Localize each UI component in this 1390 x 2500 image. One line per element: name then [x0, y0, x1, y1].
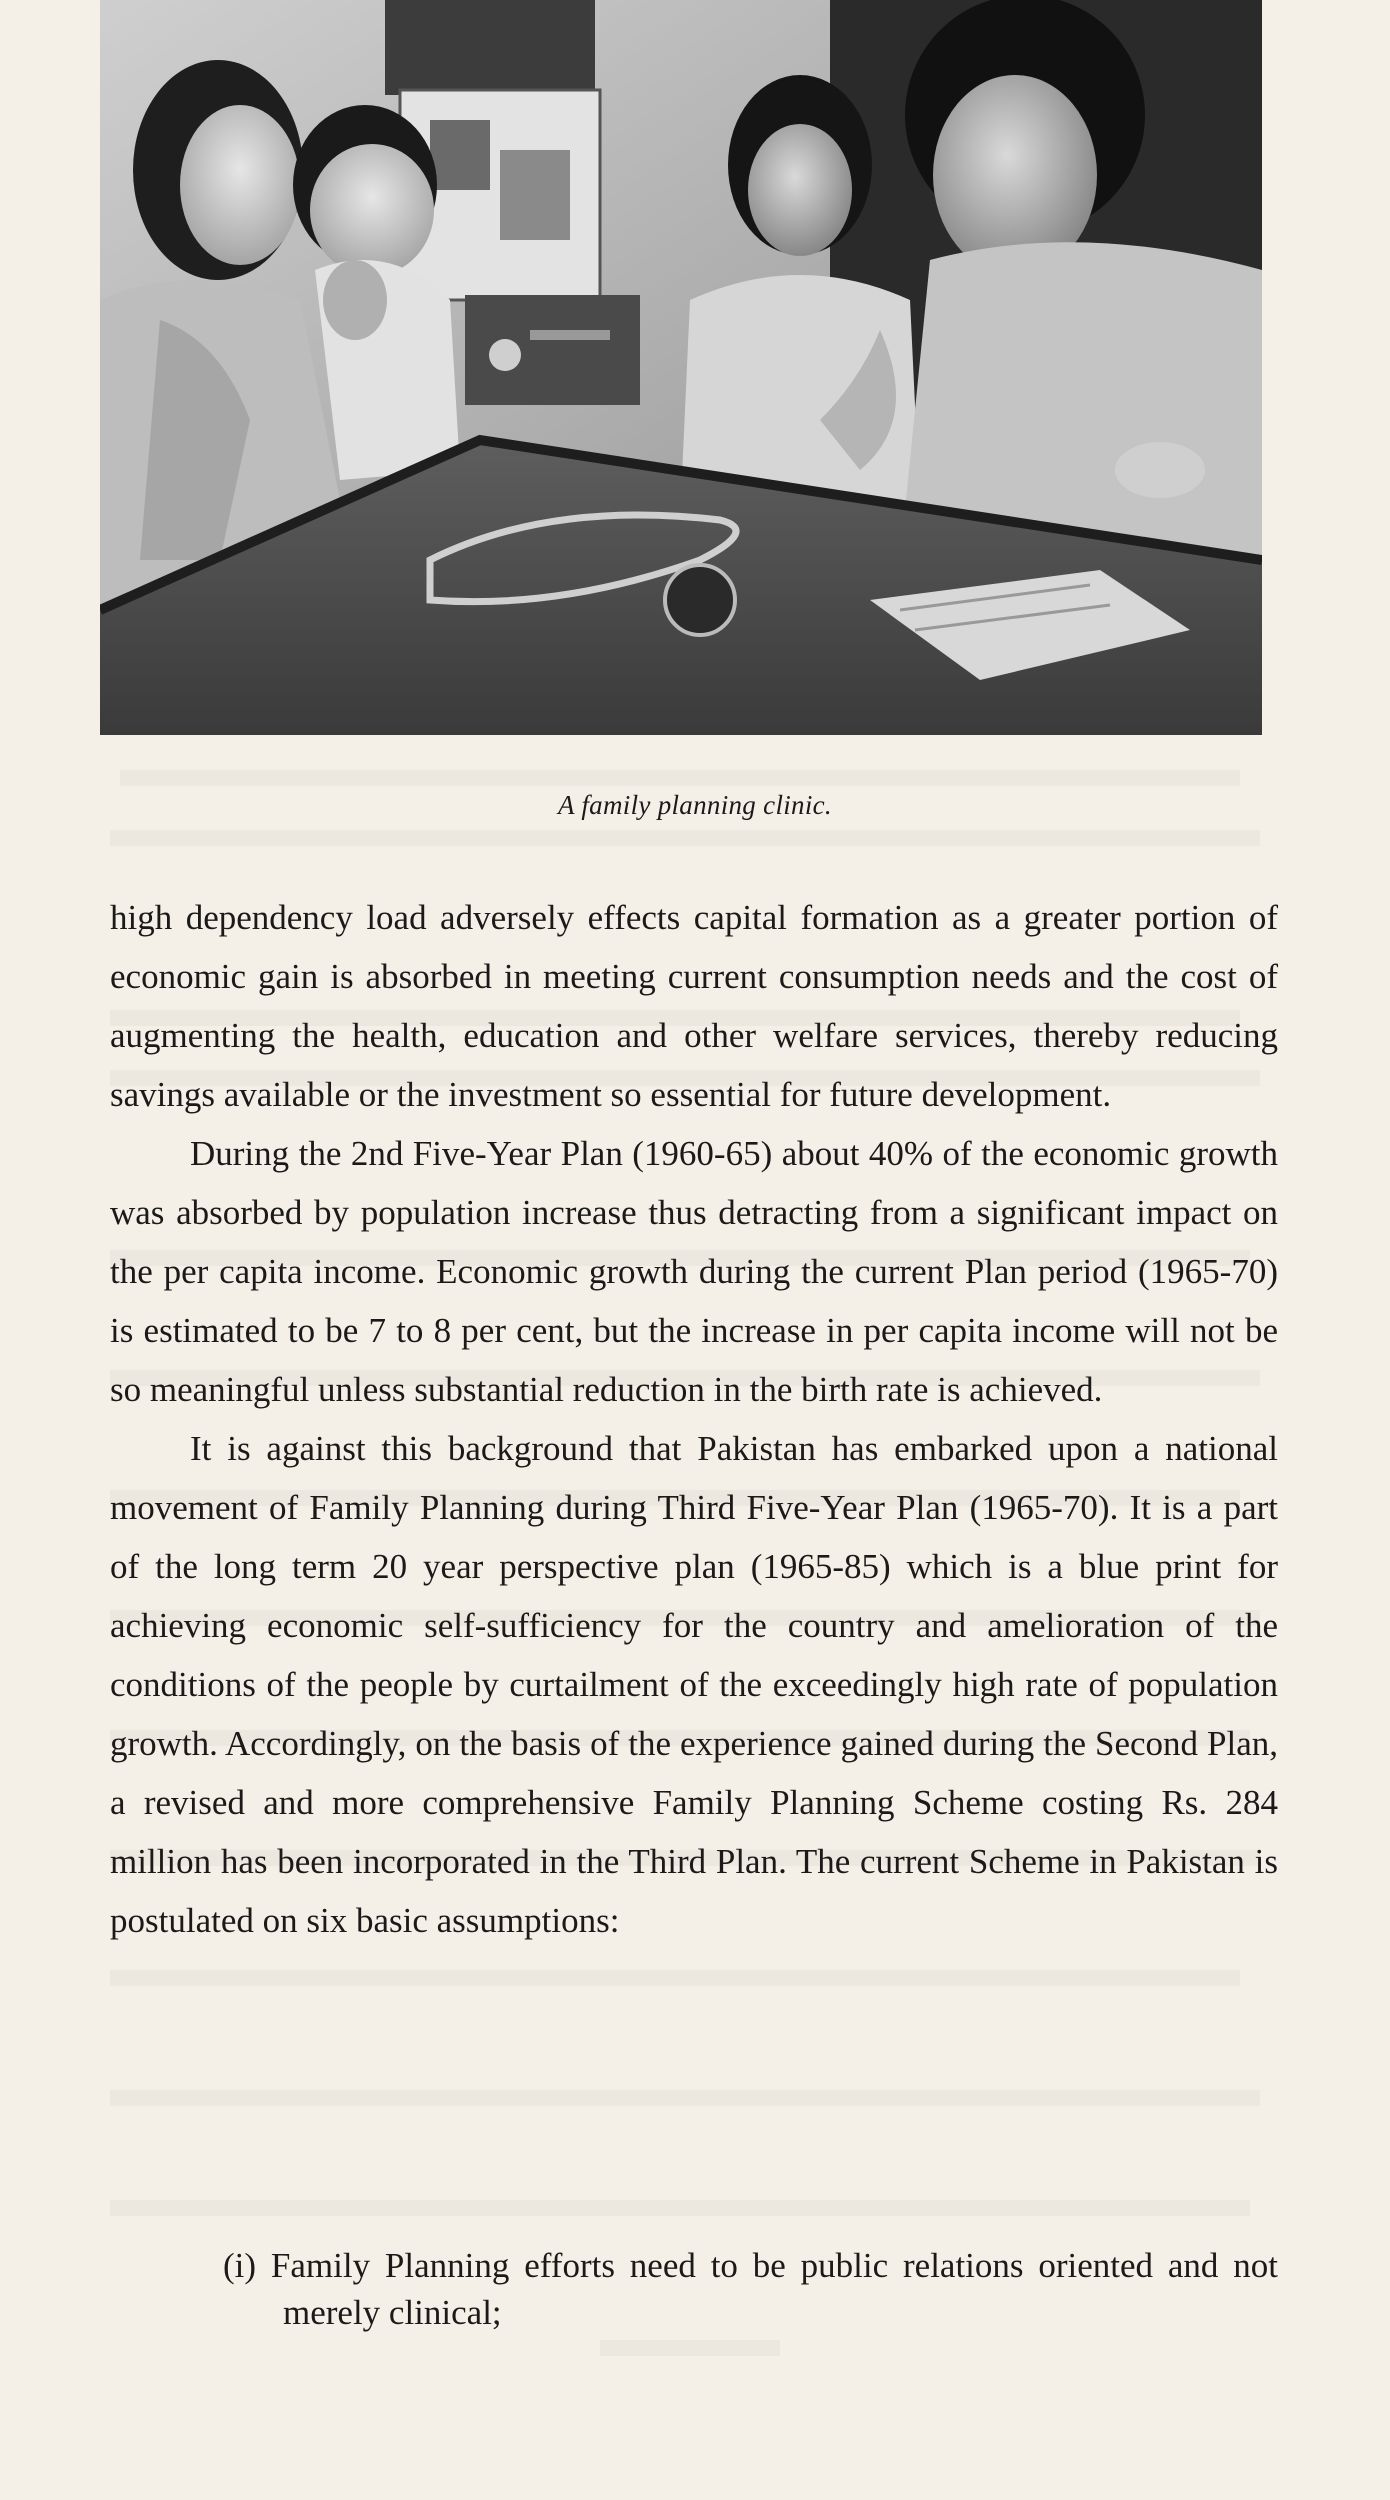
assumptions-list: [223, 2242, 1278, 2336]
list-marker: (i): [223, 2246, 257, 2285]
list-item: [223, 2242, 1278, 2336]
clinic-photograph: [100, 0, 1262, 735]
paragraph: During the 2nd Five-Year Plan (1960-65) about 40% of the economic growth was absorbed by population increase thus detracting from a significant impact on the per capita income. Economic growth during the current Plan period (1965-70) is estimated to be 7 to 8 per cent, but the increase in per capita income will not be so meaningful unless substantial reduction in the birth rate is achieved.: [110, 1134, 1278, 1409]
paragraph: high dependency load adversely effects capital formation as a greater portion of economic gain is absorbed in meeting current consumption needs and the cost of augmenting the health, education and other welfare services, thereby reducing savings available or the investment so essential for future development.: [110, 898, 1278, 1114]
list-item-text: Family Planning efforts need to be public relations oriented and not merely clinical;: [270, 2246, 1279, 2332]
figure-caption: A family planning clinic.: [558, 790, 832, 820]
body-text: [110, 888, 1278, 1950]
photo-family-planning-clinic-icon: [100, 0, 1262, 735]
paragraph: It is against this background that Pakistan has embarked upon a national movement of Family Planning during Third Five-Year Plan (1965-70). It is a part of the long term 20 year perspective plan (1965-85) which is a blue print for achieving economic self-sufficiency for the country and amelioration of the conditions of the people by curtailment of the exceedingly high rate of population growth. Accordingly, on the basis of the experience gained during the Second Plan, a revised and more comprehensive Family Planning Scheme costing Rs. 284 million has been incorporated in the Third Plan. The current Scheme in Pakistan is postulated on six basic assumptions:: [110, 1429, 1278, 1940]
